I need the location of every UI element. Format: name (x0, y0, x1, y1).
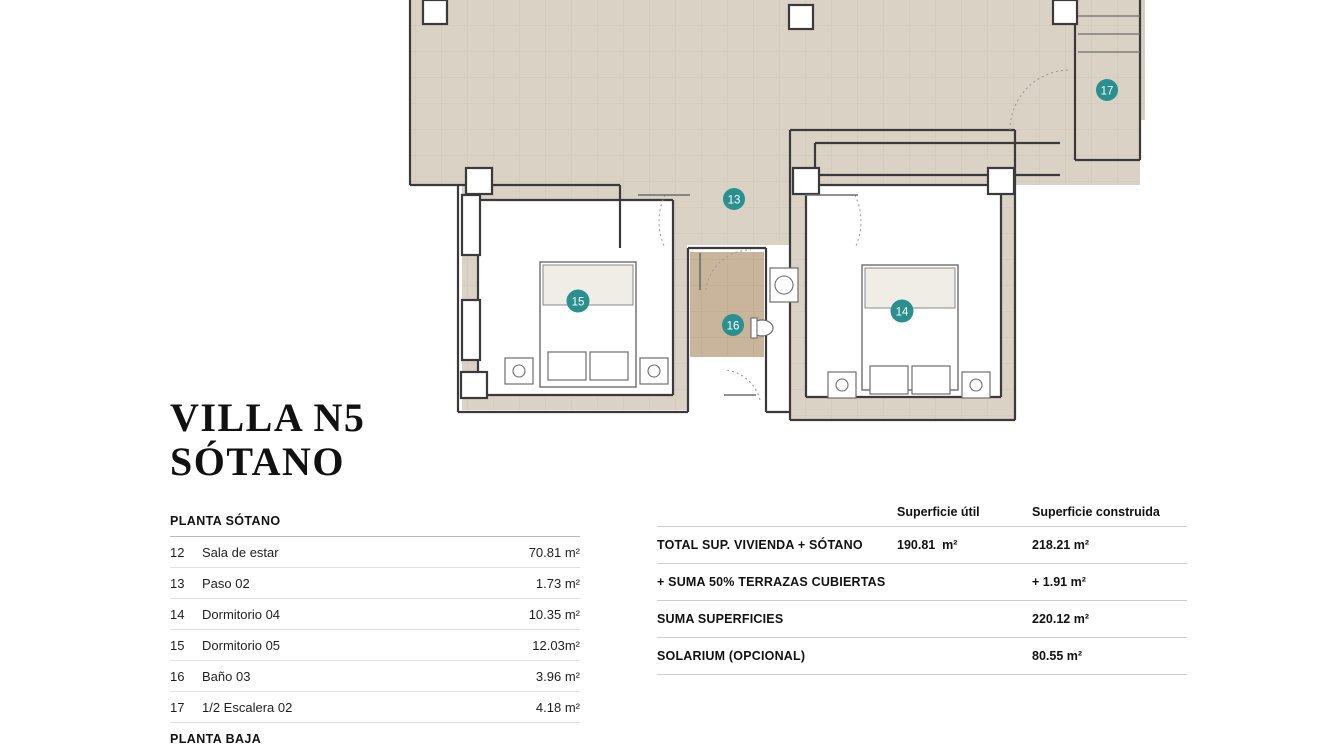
legend-row-area: 12.03m² (532, 638, 580, 653)
summary-row-label: SUMA SUPERFICIES (657, 612, 784, 626)
summary-row-built: 80.55 m² (1032, 649, 1083, 663)
room-marker-14[interactable] (891, 300, 914, 323)
legend-row-number: 16 (170, 669, 185, 684)
legend-row-name: 1/2 Escalera 02 (202, 700, 293, 715)
legend-row-area: 4.18 m² (535, 700, 580, 715)
page-title-line2: SÓTANO (170, 439, 345, 484)
legend-row-name: Dormitorio 04 (202, 607, 281, 622)
summary-row-built: 220.12 m² (1032, 612, 1089, 626)
summary-header (657, 505, 1187, 526)
legend-row-area: 10.35 m² (528, 607, 580, 622)
room-marker-16-label: 16 (726, 320, 740, 333)
room-legend (170, 514, 580, 746)
room-marker-16[interactable] (722, 314, 744, 336)
summary-header-utility: Superficie útil (897, 505, 980, 519)
room-marker-13-label: 13 (727, 194, 741, 207)
legend-row (170, 661, 580, 692)
legend-row-name: Baño 03 (202, 669, 251, 684)
summary-row (657, 637, 1187, 675)
summary-row-label: SOLARIUM (OPCIONAL) (657, 649, 806, 663)
legend-row-number: 17 (170, 700, 185, 715)
legend-row-number: 14 (170, 607, 185, 622)
legend-row-area: 70.81 m² (528, 545, 580, 560)
room-marker-13[interactable] (723, 188, 745, 210)
summary-row-built: + 1.91 m² (1032, 575, 1086, 589)
legend-row-number: 13 (170, 576, 185, 591)
legend-row-area: 1.73 m² (535, 576, 580, 591)
summary-header-built: Superficie construida (1032, 505, 1160, 519)
legend-row-area: 3.96 m² (535, 669, 580, 684)
legend-heading-planta-baja: PLANTA BAJA (170, 732, 262, 746)
legend-row (170, 568, 580, 599)
legend-row-name: Sala de estar (202, 545, 279, 560)
summary-row-label: TOTAL SUP. VIVIENDA + SÓTANO (657, 538, 863, 552)
legend-row-name: Dormitorio 05 (202, 638, 281, 653)
room-marker-17[interactable] (1096, 79, 1118, 101)
summary-row-built: 218.21 m² (1032, 538, 1089, 552)
surface-summary-table (657, 505, 1187, 675)
legend-row (170, 692, 580, 723)
page-title-line1: VILLA N5 (170, 395, 366, 440)
legend-row (170, 630, 580, 661)
room-marker-15[interactable] (567, 290, 590, 313)
summary-row-label: + SUMA 50% TERRAZAS CUBIERTAS (657, 575, 886, 589)
legend-heading: PLANTA SÓTANO (170, 514, 580, 537)
legend-row-name: Paso 02 (202, 576, 250, 591)
room-marker-15-label: 15 (571, 296, 585, 309)
legend-row (170, 537, 580, 568)
summary-row (657, 600, 1187, 637)
summary-row-utility: 190.81 m² (897, 538, 958, 552)
summary-row (657, 526, 1187, 563)
room-marker-14-label: 14 (895, 306, 909, 319)
summary-row (657, 563, 1187, 600)
legend-row-number: 15 (170, 638, 185, 653)
legend-row-number: 12 (170, 545, 185, 560)
page-title (170, 396, 365, 484)
legend-row (170, 599, 580, 630)
room-marker-17-label: 17 (1100, 85, 1114, 98)
